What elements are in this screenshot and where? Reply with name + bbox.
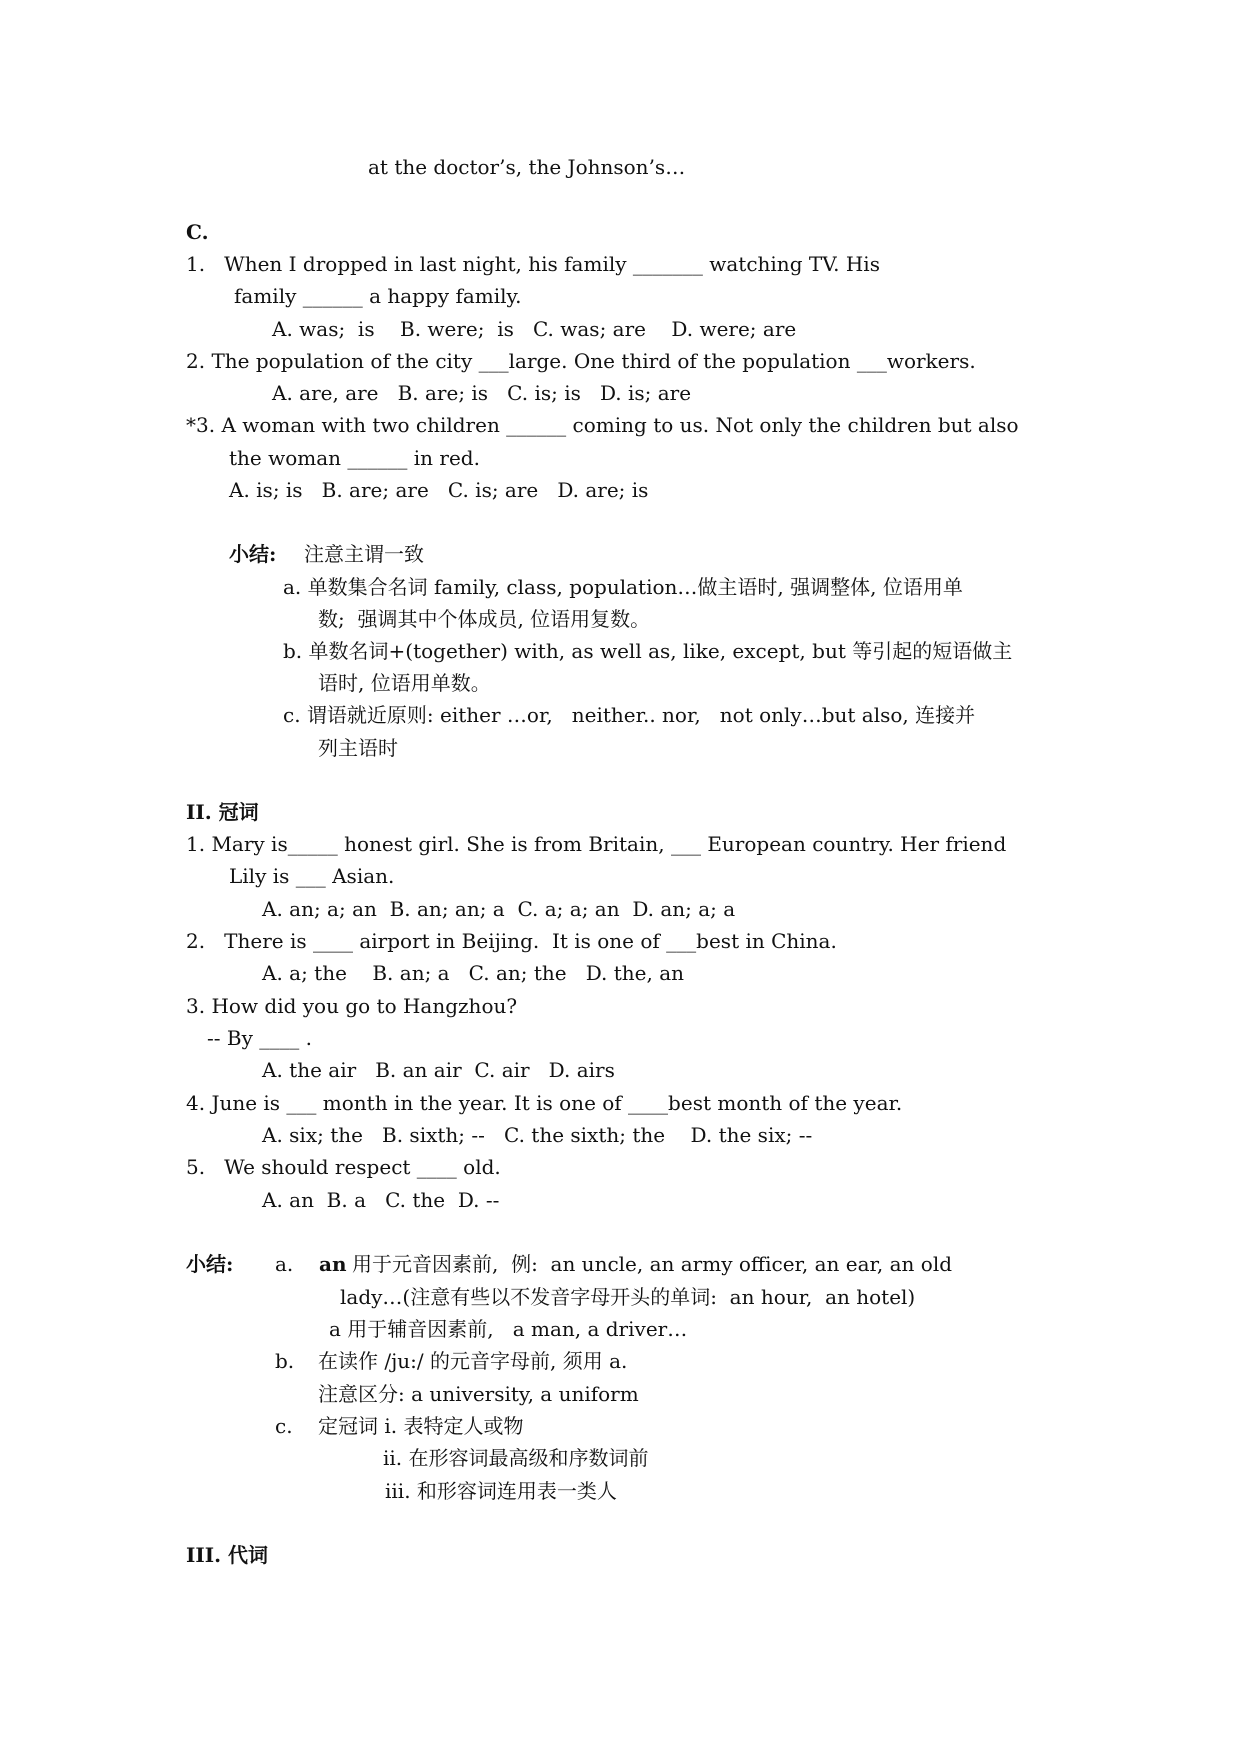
summary1-b-line1: b. 单数名词+(together) with, as well as, like, except, but 等引起的短语做主 [283,639,1013,663]
summary2-label: 小结: [186,1252,234,1276]
ii-q5-line1: 5. We should respect ____ old. [186,1155,501,1179]
summary2-b-line1: 在读作 /ju:/ 的元音字母前, 须用 a. [318,1349,628,1373]
ii-q4-line1: 4. June is ___ month in the year. It is one of ____best month of the year. [186,1091,903,1115]
c-q2-options: A. are, are B. are; is C. is; is D. is; are [272,381,692,405]
ii-q1-line1: 1. Mary is_____ honest girl. She is from Britain, ___ European country. Her friend [186,832,1007,856]
ii-q2-options: A. a; the B. an; a C. an; the D. the, an [262,961,685,985]
ii-q1-options: A. an; a; an B. an; an; a C. a; a; an D. an; a; a [262,897,736,921]
ii-q3-line2: -- By ____ . [207,1026,312,1050]
section-iii-heading: III. 代词 [186,1543,268,1567]
ii-q5-options: A. an B. a C. the D. -- [262,1188,500,1212]
summary2-c-line1: 定冠词 i. 表特定人或物 [318,1414,524,1438]
summary1-b-line2: 语时, 位语用单数。 [318,671,491,695]
summary1-c-line1: c. 谓语就近原则: either …or, neither.. nor, not only…but also, 连接并 [283,703,976,727]
summary2-a-line1: 用于元音因素前, 例: an uncle, an army officer, an ear, an old [352,1252,953,1276]
summary2-c-line2: ii. 在形容词最高级和序数词前 [383,1446,649,1470]
c-q3-line2: the woman ______ in red. [229,446,480,470]
summary1-label: 小结: [229,542,277,566]
ii-q4-options: A. six; the B. sixth; -- C. the sixth; the D. the six; -- [262,1123,813,1147]
summary2-c-marker: c. [275,1414,293,1438]
ii-q3-options: A. the air B. an air C. air D. airs [262,1058,615,1082]
c-q1-line2: family ______ a happy family. [234,284,522,308]
c-q1-options: A. was; is B. were; is C. was; are D. were; are [272,317,797,341]
summary2-b-line2: 注意区分: a university, a uniform [318,1382,639,1406]
c-q2-line1: 2. The population of the city ___large. One third of the population ___workers. [186,349,976,373]
ii-q1-line2: Lily is ___ Asian. [229,864,395,888]
section-ii-heading: II. 冠词 [186,800,259,824]
section-c-heading: C. [186,220,209,244]
c-q3-options: A. is; is B. are; are C. is; are D. are; is [229,478,649,502]
summary2-a-line3: a 用于辅音因素前, a man, a driver… [329,1317,688,1341]
summary2-c-line3: iii. 和形容词连用表一类人 [385,1479,617,1503]
c-q3-line1: *3. A woman with two children ______ coming to us. Not only the children but also [186,413,1019,437]
c-q1-line1: 1. When I dropped in last night, his family _______ watching TV. His [186,252,880,276]
summary2-b-marker: b. [275,1349,295,1373]
summary1-c-line2: 列主语时 [318,736,398,760]
summary2-a-line2: lady…(注意有些以不发音字母开头的单词: an hour, an hotel) [340,1285,916,1309]
summary1-a-line1: a. 单数集合名词 family, class, population…做主语时, 强调整体, 位语用单 [283,575,963,599]
summary1-title: 注意主谓一致 [304,542,424,566]
ii-q3-line1: 3. How did you go to Hangzhou? [186,994,518,1018]
ii-q2-line1: 2. There is ____ airport in Beijing. It is one of ___best in China. [186,929,837,953]
summary2-a-marker: a. [275,1252,294,1276]
summary2-a-word: an [319,1252,347,1276]
summary1-a-line2: 数; 强调其中个体成员, 位语用复数。 [318,607,651,631]
top-line: at the doctor’s, the Johnson’s… [368,155,686,179]
